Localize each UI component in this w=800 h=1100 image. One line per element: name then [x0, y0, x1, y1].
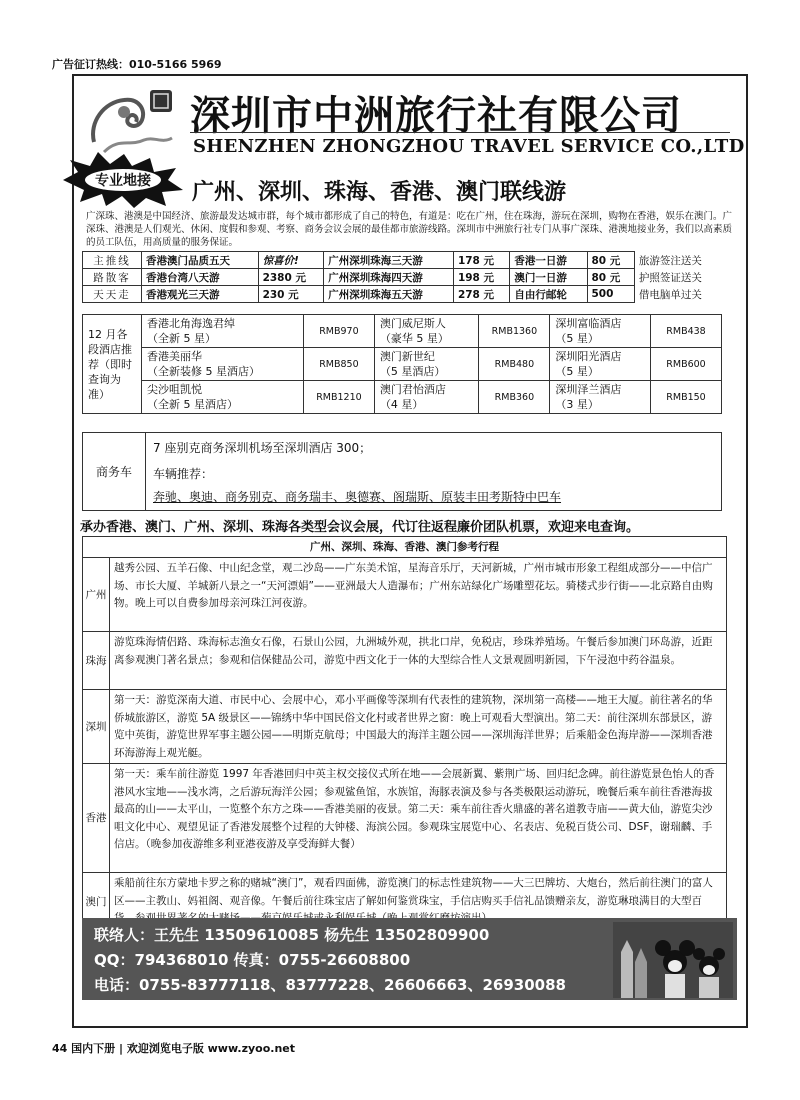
hotel-price: RMB1360 [479, 315, 550, 348]
badge-text: 专业地接 [95, 173, 151, 189]
hotel-name: 深圳泽兰酒店 [555, 383, 622, 396]
hotel-price: RMB438 [651, 315, 722, 348]
hotel-price: RMB360 [479, 381, 550, 414]
itinerary-city: 香港 [83, 764, 110, 872]
itinerary-row [83, 764, 726, 873]
itinerary-text: 越秀公园、五羊石像、中山纪念堂，观二沙岛——广东美术馆，星海音乐厅，天河新城，广州市城市形象工程组成部分——中信广场、市长大厦、羊城新八景之一“天河漂娟”——亚洲最大人造瀑布；广州东站绿化广场雕塑花坛。骑楼式步行街——北京路自由购物。晚上可以自费参加母亲河珠江河夜游。 [114, 562, 713, 609]
tour-price: 80 元 [587, 269, 634, 286]
tour-name: 香港一日游 [510, 252, 587, 269]
tour-price: 500 [587, 286, 634, 303]
hotel-cell [550, 381, 651, 414]
tour-price: 80 元 [587, 252, 634, 269]
hotel-name: 香港美丽华 [147, 350, 202, 363]
hotel-price: RMB600 [651, 348, 722, 381]
hotel-name: 深圳阳光酒店 [555, 350, 622, 363]
tour-name: 香港观光三天游 [142, 286, 259, 303]
hotel-name: 尖沙咀凯悦 [147, 383, 202, 396]
itinerary-city: 深圳 [83, 690, 110, 763]
hotel-star: （5 星酒店） [379, 365, 446, 378]
itinerary-text: 乘船前往东方蒙地卡罗之称的赌城“澳门”，观看四面佛，游览澳门的标志性建筑物——大三巴牌坊、大炮台，然后前往澳门的富人区——主教山、妈祖阁、观音像。午餐后前往珠宝店了解如何鉴赏珠宝，手信店购买手信礼品馈赠亲友，游览琳琅满目的大型百 [114, 877, 713, 907]
tour-price: 198 元 [453, 269, 509, 286]
hotel-name: 深圳富临酒店 [555, 317, 622, 330]
tour-side-label: 主推线 [83, 252, 142, 269]
hotel-star: （豪华 5 星） [379, 332, 449, 345]
car-recommend-label: 车辆推荐： [153, 467, 214, 481]
tour-price: 230 元 [258, 286, 324, 303]
car-models: 奔驰、奥迪、商务别克、商务瑞丰、奥德赛、阁瑞斯、原装丰田考斯特中巴车 [153, 490, 562, 504]
visa-service-note: 借电脑单过关 [634, 286, 724, 303]
itinerary-text: 游览珠海情侣路、珠海标志渔女石像，石景山公园，九洲城外观，拱北口岸，免税店，珍珠养殖场。午餐后参加澳门环岛游，近距离参观澳门著名景点；参观和信保健品公司，游览中西文化于一体的大型综合性人文景观圆明新园，下午浸泡中药谷温泉。 [114, 636, 713, 666]
route-title: 广州、深圳、珠海、香港、澳门联线游 [192, 180, 567, 205]
itinerary-row [83, 632, 726, 690]
tour-price: 惊喜价! [258, 252, 324, 269]
tour-side-label: 天天走 [83, 286, 142, 303]
title-divider [190, 132, 730, 133]
hotel-name: 澳门新世纪 [379, 350, 435, 363]
tour-table [82, 251, 724, 303]
tour-side-label: 路散客 [83, 269, 142, 286]
contact-phones: 电话：0755-83777118、83777228、26606663、26930088 [94, 976, 566, 994]
hotel-star: （全新装修 5 星酒店） [147, 365, 260, 378]
tour-name: 香港台湾八天游 [142, 269, 259, 286]
hotel-price: RMB150 [651, 381, 722, 414]
hotel-star: （全新 5 星酒店） [147, 398, 238, 411]
hotel-name: 香港北角海逸君绰 [147, 317, 235, 330]
hotel-star: （5 星） [555, 365, 599, 378]
hotel-cell [550, 348, 651, 381]
hotel-name: 澳门威尼斯人 [379, 317, 446, 330]
service-banner: 承办香港、澳门、广州、深圳、珠海各类型会议会展，代订往返程廉价团队机票，欢迎来电查询。 [80, 520, 640, 535]
hotel-price: RMB970 [303, 315, 374, 348]
hotel-cell [374, 315, 478, 348]
tour-price: 2380 元 [258, 269, 324, 286]
itinerary-header: 广州、深圳、珠海、香港、澳门参考行程 [83, 537, 726, 558]
mickey-castle-icon [613, 922, 733, 998]
business-car-section [82, 432, 722, 511]
itinerary-text: 第一天：游览深南大道、市民中心、会展中心，邓小平画像等深圳有代表性的建筑物，深圳第一高楼——地王大厦。前往著名的华侨城旅游区，游览 5A 级景区——锦绣中华中国民俗文化村或者世界之窗：晚上可观看大型演出。第二天：前往深圳东部景区，游览中英街，游览世界军事主题公园——明斯克航母；中国最大的海洋主题公园——深圳海洋世界；后乘船金色海岸游——深圳香港环海游海上观光艇。 [114, 694, 713, 759]
tour-name: 广州深圳珠海四天游 [324, 269, 454, 286]
contact-persons: 联络人：王先生 13509610085 杨先生 13502809900 [94, 926, 490, 944]
itinerary-text: 第一天：乘车前往游览 1997 年香港回归中英主权交接仪式所在地——会展新翼、紫荆广场、回归纪念碑。前往游览景色怡人的香港风水宝地——浅水湾，之后游玩海洋公园；参观鲨鱼馆，水族馆，海豚表演及参与各类极限运动游玩，晚餐后乘车前往香港海拔最高的山——太平山，一览整个东方之珠——香港美丽的夜景。第二天：乘车前往香火鼎盛的著名道教寺庙——黄大仙，游览尖沙咀文化中心、观望见证了香港发展整个过程的大钟楼、海滨公园。参观珠宝展览中心、名表店、免税百货公司、DSF，谢瑞麟、手信店。（晚参加夜游维多利亚港夜游及享受海鲜大餐） [114, 768, 715, 850]
hotel-table [82, 314, 722, 414]
tour-name: 香港澳门品质五天 [142, 252, 259, 269]
hotel-price: RMB850 [303, 348, 374, 381]
hotel-cell [550, 315, 651, 348]
ad-hotline: 广告征订热线：010-5166 5969 [52, 58, 222, 71]
intro-text: 广深珠、港澳是中国经济、旅游最发达城市群，每个城市都形成了自己的特色，有道是：吃在广州，住在珠海，游玩在深圳，购物在香港，娱乐在澳门。广深珠、港澳是人们观光、休闲、度假和参观、考察、商务会议会展的最佳都市旅游线路。深圳市中洲旅行社专门从事广深珠、港澳地接业务，我们以高素质的员工队伍，用高质量的服务保证。 [86, 211, 733, 248]
itinerary-table [82, 536, 727, 932]
itinerary-row [83, 558, 726, 632]
badge-starburst-icon [58, 150, 188, 210]
hotel-cell [142, 348, 304, 381]
hotel-section-label: 12 月各段酒店推荐（即时查询为准） [83, 315, 142, 414]
page-footer: 44 国内下册 | 欢迎浏览电子版 www.zyoo.net [52, 1042, 296, 1055]
hotel-star: （5 星） [555, 332, 599, 345]
itinerary-city: 珠海 [83, 632, 110, 689]
hotel-cell [374, 381, 478, 414]
hotel-cell [142, 381, 304, 414]
itinerary-row [83, 690, 726, 764]
visa-service-note: 旅游签注送关 [634, 252, 724, 269]
tour-name: 广州深圳珠海三天游 [324, 252, 454, 269]
hotel-star: （全新 5 星） [147, 332, 216, 345]
hotel-cell [142, 315, 304, 348]
business-car-label: 商务车 [83, 433, 146, 510]
hotel-price: RMB1210 [303, 381, 374, 414]
hotel-star: （3 星） [555, 398, 599, 411]
tour-price: 278 元 [453, 286, 509, 303]
tour-name: 澳门一日游 [510, 269, 587, 286]
contact-qq-fax: QQ：794368010 传真：0755-26608800 [94, 951, 411, 969]
contact-panel [82, 918, 737, 1000]
hotel-price: RMB480 [479, 348, 550, 381]
itinerary-city: 广州 [83, 558, 110, 631]
hotel-star: （4 星） [379, 398, 424, 411]
visa-service-note: 护照签证送关 [634, 269, 724, 286]
hotel-name: 澳门君怡酒店 [379, 383, 446, 396]
company-name-en: SHENZHEN ZHONGZHOU TRAVEL SERVICE CO.,LTD [193, 136, 745, 157]
itinerary-city: 澳门 [83, 873, 110, 931]
tour-name: 广州深圳珠海五天游 [324, 286, 454, 303]
company-name-cn: 深圳市中洲旅行社有限公司 [190, 93, 682, 139]
tour-name: 自由行邮轮 [510, 286, 587, 303]
hotel-cell [374, 348, 478, 381]
car-airport-transfer: 7 座别克商务深圳机场至深圳酒店 300； [153, 441, 372, 455]
tour-price: 178 元 [453, 252, 509, 269]
